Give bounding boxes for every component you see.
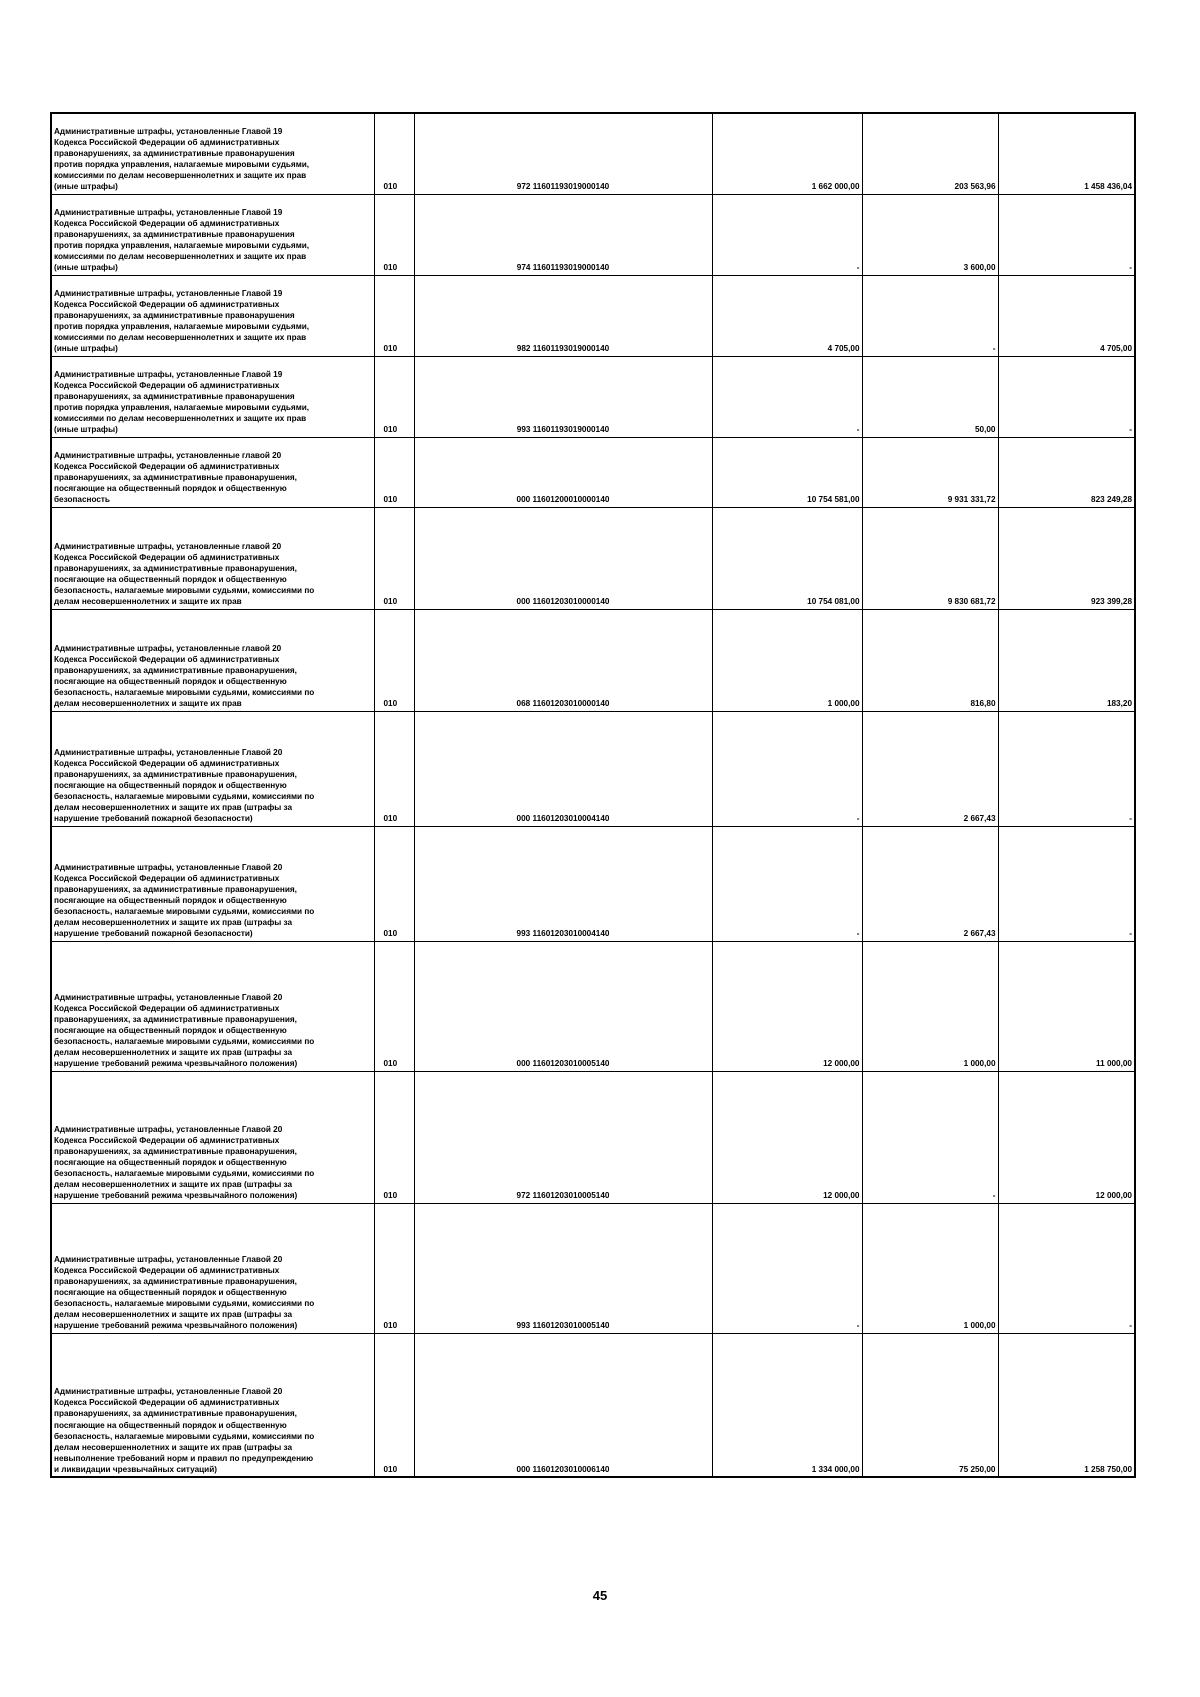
cell-line-code: 010 [374,609,414,711]
cell-approved: - [712,826,862,941]
table-row [51,826,1135,941]
cell-income-code: 000 11601203010006140 [414,1333,712,1477]
cell-approved: - [712,356,862,437]
cell-executed: - [862,1071,998,1203]
cell-unexecuted: 1 458 436,04 [998,113,1135,194]
cell-unexecuted: - [998,711,1135,826]
cell-unexecuted: - [998,826,1135,941]
cell-unexecuted: - [998,194,1135,275]
cell-approved: - [712,194,862,275]
cell-line-code: 010 [374,194,414,275]
cell-approved: 10 754 081,00 [712,507,862,609]
table-row [51,1333,1135,1477]
cell-line-code: 010 [374,437,414,507]
cell-description: Административные штрафы, установленные Главой 19 Кодекса Российской Федерации об административных правонарушениях, за административные правонарушения против порядка управления, налагаемые мировыми судьями, комиссиями по делам несовершеннолетних и защите их прав (иные штрафы) [51,275,374,356]
cell-line-code: 010 [374,1333,414,1477]
cell-executed: 3 600,00 [862,194,998,275]
cell-executed: 50,00 [862,356,998,437]
cell-approved: 12 000,00 [712,941,862,1071]
cell-line-code: 010 [374,1203,414,1333]
table-row [51,507,1135,609]
cell-approved: 12 000,00 [712,1071,862,1203]
cell-description: Административные штрафы, установленные главой 20 Кодекса Российской Федерации об административных правонарушениях, за административные правонарушения, посягающие на общественный порядок и общественную безопасность [51,437,374,507]
table-row [51,437,1135,507]
cell-unexecuted: 4 705,00 [998,275,1135,356]
cell-income-code: 982 11601193019000140 [414,275,712,356]
report-sheet [50,112,1134,1478]
cell-unexecuted: 12 000,00 [998,1071,1135,1203]
cell-executed: 203 563,96 [862,113,998,194]
cell-income-code: 000 11601203010000140 [414,507,712,609]
cell-description: Административные штрафы, установленные Главой 20 Кодекса Российской Федерации об административных правонарушениях, за административные правонарушения, посягающие на общественный порядок и общественную безопасность, налагаемые мировыми судьями, комиссиями по делам несовершеннолетних и защите их прав (штрафы за нарушение требований режима чрезвычайного положения) [51,1071,374,1203]
cell-description: Административные штрафы, установленные Главой 19 Кодекса Российской Федерации об административных правонарушениях, за административные правонарушения против порядка управления, налагаемые мировыми судьями, комиссиями по делам несовершеннолетних и защите их прав (иные штрафы) [51,356,374,437]
table-row [51,113,1135,194]
cell-executed: 1 000,00 [862,1203,998,1333]
cell-line-code: 010 [374,356,414,437]
cell-unexecuted: 1 258 750,00 [998,1333,1135,1477]
income-table [50,112,1136,1478]
cell-executed: 9 931 331,72 [862,437,998,507]
table-row [51,1203,1135,1333]
cell-income-code: 993 11601193019000140 [414,356,712,437]
table-row [51,609,1135,711]
cell-unexecuted: 11 000,00 [998,941,1135,1071]
cell-approved: 4 705,00 [712,275,862,356]
page-number: 45 [592,1588,608,1603]
table-row [51,711,1135,826]
cell-executed: 75 250,00 [862,1333,998,1477]
cell-executed: 2 667,43 [862,826,998,941]
cell-line-code: 010 [374,113,414,194]
cell-description: Административные штрафы, установленные Главой 20 Кодекса Российской Федерации об административных правонарушениях, за административные правонарушения, посягающие на общественный порядок и общественную безопасность, налагаемые мировыми судьями, комиссиями по делам несовершеннолетних и защите их прав (штрафы за нарушение требований пожарной безопасности) [51,711,374,826]
cell-description: Административные штрафы, установленные главой 20 Кодекса Российской Федерации об административных правонарушениях, за административные правонарушения, посягающие на общественный порядок и общественную безопасность, налагаемые мировыми судьями, комиссиями по делам несовершеннолетних и защите их прав [51,609,374,711]
cell-line-code: 010 [374,275,414,356]
cell-description: Административные штрафы, установленные Главой 20 Кодекса Российской Федерации об административных правонарушениях, за административные правонарушения, посягающие на общественный порядок и общественную безопасность, налагаемые мировыми судьями, комиссиями по делам несовершеннолетних и защите их прав (штрафы за невыполнение требований норм и правил по предупреждению и ликвидации чрезвычайных ситуаций) [51,1333,374,1477]
table-row [51,194,1135,275]
cell-approved: 10 754 581,00 [712,437,862,507]
cell-line-code: 010 [374,507,414,609]
cell-unexecuted: 823 249,28 [998,437,1135,507]
cell-unexecuted: - [998,1203,1135,1333]
cell-approved: - [712,711,862,826]
cell-line-code: 010 [374,1071,414,1203]
cell-approved: 1 000,00 [712,609,862,711]
cell-description: Административные штрафы, установленные Главой 20 Кодекса Российской Федерации об административных правонарушениях, за административные правонарушения, посягающие на общественный порядок и общественную безопасность, налагаемые мировыми судьями, комиссиями по делам несовершеннолетних и защите их прав (штрафы за нарушение требований режима чрезвычайного положения) [51,941,374,1071]
table-row [51,275,1135,356]
cell-income-code: 000 11601200010000140 [414,437,712,507]
table-body [51,113,1135,1477]
cell-description: Административные штрафы, установленные главой 20 Кодекса Российской Федерации об административных правонарушениях, за административные правонарушения, посягающие на общественный порядок и общественную безопасность, налагаемые мировыми судьями, комиссиями по делам несовершеннолетних и защите их прав [51,507,374,609]
cell-approved: 1 334 000,00 [712,1333,862,1477]
cell-approved: 1 662 000,00 [712,113,862,194]
cell-income-code: 972 11601203010005140 [414,1071,712,1203]
cell-income-code: 993 11601203010004140 [414,826,712,941]
cell-line-code: 010 [374,711,414,826]
cell-income-code: 068 11601203010000140 [414,609,712,711]
cell-income-code: 972 11601193019000140 [414,113,712,194]
cell-executed: - [862,275,998,356]
cell-unexecuted: 923 399,28 [998,507,1135,609]
cell-income-code: 000 11601203010004140 [414,711,712,826]
cell-executed: 9 830 681,72 [862,507,998,609]
cell-line-code: 010 [374,826,414,941]
cell-description: Административные штрафы, установленные Главой 19 Кодекса Российской Федерации об административных правонарушениях, за административные правонарушения против порядка управления, налагаемые мировыми судьями, комиссиями по делам несовершеннолетних и защите их прав (иные штрафы) [51,194,374,275]
table-row [51,356,1135,437]
cell-unexecuted: - [998,356,1135,437]
cell-unexecuted: 183,20 [998,609,1135,711]
cell-line-code: 010 [374,941,414,1071]
cell-description: Административные штрафы, установленные Главой 20 Кодекса Российской Федерации об административных правонарушениях, за административные правонарушения, посягающие на общественный порядок и общественную безопасность, налагаемые мировыми судьями, комиссиями по делам несовершеннолетних и защите их прав (штрафы за нарушение требований режима чрезвычайного положения) [51,1203,374,1333]
table-row [51,941,1135,1071]
cell-income-code: 974 11601193019000140 [414,194,712,275]
cell-executed: 816,80 [862,609,998,711]
cell-description: Административные штрафы, установленные Главой 19 Кодекса Российской Федерации об административных правонарушениях, за административные правонарушения против порядка управления, налагаемые мировыми судьями, комиссиями по делам несовершеннолетних и защите их прав (иные штрафы) [51,113,374,194]
cell-income-code: 993 11601203010005140 [414,1203,712,1333]
cell-approved: - [712,1203,862,1333]
cell-executed: 1 000,00 [862,941,998,1071]
table-row [51,1071,1135,1203]
cell-executed: 2 667,43 [862,711,998,826]
cell-description: Административные штрафы, установленные Главой 20 Кодекса Российской Федерации об административных правонарушениях, за административные правонарушения, посягающие на общественный порядок и общественную безопасность, налагаемые мировыми судьями, комиссиями по делам несовершеннолетних и защите их прав (штрафы за нарушение требований пожарной безопасности) [51,826,374,941]
cell-income-code: 000 11601203010005140 [414,941,712,1071]
